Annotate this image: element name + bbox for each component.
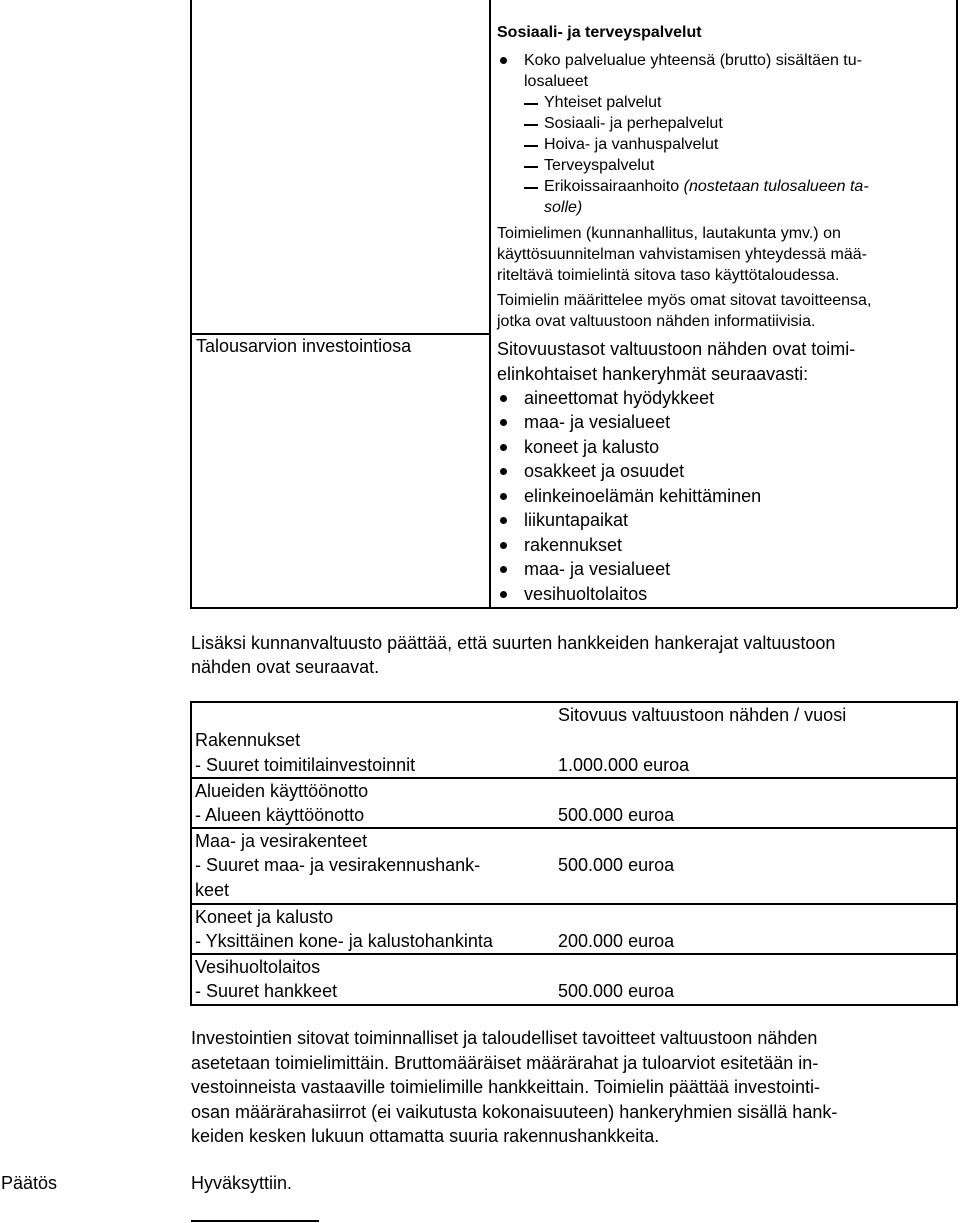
threshold-value: 500.000 euroa	[558, 981, 675, 1001]
services-body-line: Toimielimen (kunnanhallitus, lautakunta ymv.) on	[497, 225, 841, 242]
threshold-group: Rakennukset	[195, 730, 301, 750]
dash-icon	[524, 124, 538, 126]
paragraph2-line: asetetaan toimielimittäin. Bruttomääräiset määrärahat ja tuloarviot esitetään in-	[191, 1053, 819, 1073]
bullet-icon	[500, 444, 507, 451]
left-cell-label: Talousarvion investointiosa	[196, 336, 412, 356]
threshold-value: 1.000.000 euroa	[558, 755, 690, 775]
table-border-middle	[489, 0, 491, 608]
threshold-item-cont: keet	[195, 880, 230, 900]
dash-item-last-b: (nostetaan tulosalueen ta-	[683, 178, 869, 195]
dash-item: Sosiaali- ja perhepalvelut	[544, 115, 723, 132]
bullet-icon	[500, 566, 507, 573]
threshold-value: 500.000 euroa	[558, 855, 675, 875]
dash-item: Terveyspalvelut	[544, 157, 655, 174]
investment-item: elinkeinoelämän kehittäminen	[524, 486, 762, 506]
paragraph2-line: keiden kesken lukuun ottamatta suuria rakennushankkeita.	[191, 1126, 660, 1146]
threshold-group: Vesihuoltolaitos	[195, 957, 321, 977]
dash-icon	[524, 145, 538, 147]
threshold-item: - Alueen käyttöönotto	[195, 805, 365, 825]
table-border-bottom	[190, 607, 957, 609]
threshold-item: - Suuret toimitilainvestoinnit	[195, 755, 416, 775]
threshold-value: 200.000 euroa	[558, 931, 675, 951]
decision-label: Päätös	[1, 1173, 58, 1193]
bullet-icon	[500, 542, 507, 549]
threshold-header: Sitovuus valtuustoon nähden / vuosi	[558, 705, 847, 725]
paragraph1-line1: Lisäksi kunnanvaltuusto päättää, että suurten hankkeiden hankerajat valtuustoon	[191, 633, 836, 653]
investment-item: liikuntapaikat	[524, 510, 629, 530]
threshold-item: - Yksittäinen kone- ja kalustohankinta	[195, 931, 493, 951]
services-body-line: Toimielin määrittelee myös omat sitovat tavoitteensa,	[497, 292, 872, 309]
threshold-value: 500.000 euroa	[558, 805, 675, 825]
threshold-table-border-bottom	[190, 1004, 957, 1006]
bullet-icon	[500, 57, 507, 64]
threshold-group: Koneet ja kalusto	[195, 907, 334, 927]
paragraph2-line: vestoinneista vastaaville toimielimille hankkeittain. Toimielin päättää investointi-	[191, 1077, 820, 1097]
table-row-divider	[190, 333, 490, 335]
services-bullet-line1: Koko palvelualue yhteensä (brutto) sisältäen tu-	[524, 52, 862, 69]
signature-line	[191, 1220, 319, 1222]
paragraph1-line2: nähden ovat seuraavat.	[191, 657, 380, 677]
investment-item: koneet ja kalusto	[524, 437, 660, 457]
dash-item: Yhteiset palvelut	[544, 94, 662, 111]
bullet-icon	[500, 517, 507, 524]
decision-text: Hyväksyttiin.	[191, 1173, 293, 1193]
investment-intro-line1: Sitovuustasot valtuustoon nähden ovat toimi-	[497, 339, 856, 359]
dash-icon	[524, 187, 538, 189]
investment-item: maa- ja vesialueet	[524, 412, 671, 432]
bullet-icon	[500, 468, 507, 475]
threshold-group: Alueiden käyttöönotto	[195, 781, 369, 801]
services-body-line: käyttösuunnitelman vahvistamisen yhteydessä mää-	[497, 246, 867, 263]
dash-item-last-c: solle)	[544, 199, 583, 216]
threshold-item: - Suuret maa- ja vesirakennushank-	[195, 855, 481, 875]
dash-icon	[524, 103, 538, 105]
services-body-line: riteltävä toimielintä sitova taso käyttötaloudessa.	[497, 267, 840, 284]
investment-item: maa- ja vesialueet	[524, 559, 671, 579]
services-heading: Sosiaali- ja terveyspalvelut	[497, 24, 702, 41]
dash-item-last	[544, 176, 869, 197]
investment-item: osakkeet ja osuudet	[524, 461, 685, 481]
bullet-icon	[500, 395, 507, 402]
paragraph2-line: Investointien sitovat toiminnalliset ja taloudelliset tavoitteet valtuustoon nähden	[191, 1028, 818, 1048]
services-bullet-line2: losalueet	[524, 73, 589, 90]
investment-item: vesihuoltolaitos	[524, 584, 648, 604]
threshold-group: Maa- ja vesirakenteet	[195, 831, 368, 851]
dash-item-last-a: Erikoissairaanhoito	[544, 178, 684, 195]
dash-item: Hoiva- ja vanhuspalvelut	[544, 136, 719, 153]
bullet-icon	[500, 419, 507, 426]
investment-intro-line2: elinkohtaiset hankeryhmät seuraavasti:	[497, 364, 809, 384]
threshold-table-border-left	[190, 701, 192, 1006]
dash-icon	[524, 166, 538, 168]
bullet-icon	[500, 493, 507, 500]
paragraph2-line: osan määrärahasiirrot (ei vaikutusta kokonaisuuteen) hankeryhmien sisällä hank-	[191, 1102, 838, 1122]
services-body-line: jotka ovat valtuustoon nähden informatiivisia.	[497, 313, 816, 330]
bullet-icon	[500, 591, 507, 598]
investment-item: rakennukset	[524, 535, 623, 555]
investment-item: aineettomat hyödykkeet	[524, 388, 715, 408]
threshold-item: - Suuret hankkeet	[195, 981, 338, 1001]
table-border-left	[190, 0, 192, 608]
threshold-table-border-right	[956, 701, 958, 1006]
